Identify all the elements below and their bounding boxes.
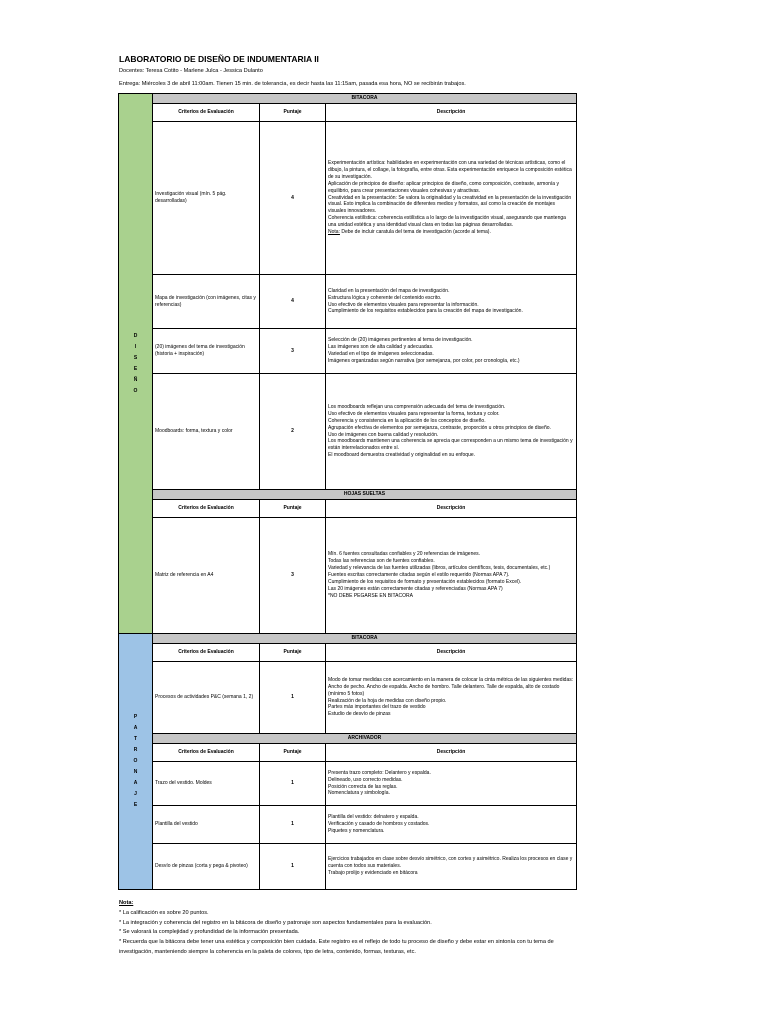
criterio-header: Criterios de Evaluación [153,744,260,762]
description-line: Uso efectivo de elementos visuales para representar la información. [328,301,479,308]
description-line: Los moodboards reflejan una comprensión adecuada del tema de investigación. [328,403,506,410]
docentes-line: Docentes: Teresa Cotito - Marlene Julca - Jessica Dulanto [119,68,263,74]
description-line: Creatividad en la presentación: Se valora la originalidad y la creatividad en la presentación de la investigación visual. Esto implica la combinación de diferentes medios y formatos, así como la creación de montajes visuales innovadores. [328,194,572,215]
notes-list [119,909,579,958]
description-line: Claridad en la presentación del mapa de investigación. [328,287,450,294]
description-line: Cumplimiento de los requisitos de formato y presentación establecidos (formato Excel). [328,578,522,585]
puntaje-cell: 3 [260,329,326,374]
descripcion-cell [326,122,577,275]
section-title: HOJAS SUELTAS [153,490,577,500]
criterio-cell: Mapa de investigación (con imágenes, citas y referencias) [153,275,260,329]
note-item: * Se valorará la complejidad y profundidad de la información presentada. [119,929,300,936]
description-line: *NO DEBE PEGARSE EN BITACORA [328,592,413,599]
criterio-cell: Plantilla del vestido [153,806,260,844]
side-letter: P [133,714,138,720]
descripcion-cell [326,329,577,374]
section-header-row [119,94,577,104]
criterio-cell: Desvío de pinzas (corta y pega & pivoteo) [153,844,260,890]
descripcion-cell [326,806,577,844]
entrega-line: Entrega: Miércoles 3 de abril 11:00am. Tienen 15 min. de tolerancia, es decir hasta las 11:15am, pasada esa hora, NO se recibirán trabajos. [119,81,466,87]
criteria-row [119,762,577,806]
criteria-row [119,329,577,374]
description-line: Partes más importantes del trazo de vestido [328,704,426,711]
description-line: Modo de tomar medidas con acercamiento en la manera de colocar la cinta métrica de las siguientes medidas: Ancho de pecho. Ancho de espalda. Ancho de hombro. Talle delantero. Talle de espalda, alto de costado (mínimo 5 fotos) [328,676,574,697]
description-line: Posición correcta de las reglas. [328,783,398,790]
criterio-cell: (20) imágenes del tema de investigación (historia + inspiración) [153,329,260,374]
description-line: Agrupación efectiva de elementos por semejanza, contraste, proporción u otros principios de diseño. [328,424,551,431]
description-line: Uso efectivo de elementos visuales para representar la forma, textura y color. [328,410,500,417]
puntaje-header: Puntaje [260,744,326,762]
note-label: Nota: [328,229,340,236]
criterio-cell: Procesos de actividades P&C (semana 1, 2) [153,662,260,734]
side-letter: E [133,365,138,372]
description-line: Imágenes organizadas según narrativa (por semejanza, por color, por cronología, etc.) [328,357,520,364]
descripcion-cell [326,374,577,490]
descripcion-cell [326,275,577,329]
descripcion-cell [326,518,577,634]
description-line: Ejercicios trabajados en clase sobre desvío simétrico, con cortes y asimétrico. Realiza los procesos en clase y cuenta con todos sus materiales. [328,856,573,870]
description-line: Los moodboards mantienen una coherencia se aprecia que corresponden a un mismo tema de investigación y están interrelacionados entre sí. [328,438,573,452]
descripcion-header: Descripción [326,744,577,762]
description-line: Realización de la hoja de medidas con diseño propio. [328,697,447,704]
description-line: Selección de (20) imágenes pertinentes al tema de investigación. [328,337,473,344]
description-line: Las imágenes son de alta calidad y adecuadas. [328,344,434,351]
description-line: Presenta trazo completo: Delantero y espalda. [328,769,431,776]
side-letter: O [133,387,138,394]
section-title: BITACORA [153,94,577,104]
criterio-header: Criterios de Evaluación [153,644,260,662]
descripcion-cell [326,662,577,734]
description-line: Variedad y relevancia de las fuentes utilizadas (libros, artículos científicos, tesis, documentales, etc.) [328,565,551,572]
description-line: Las 20 imágenes están correctamente citadas y referenciadas (Normas APA 7) [328,585,503,592]
section-title: BITACORA [153,634,577,644]
description-line: Plantilla del vestido: delnatero y espalda. [328,814,419,821]
description-line: Aplicación de principios de diseño: aplicar principios de diseño, como composición, contraste, armonía y equilibrio, para crear presentaciones visuales cohesivas y atractivas. [328,180,559,194]
description-line: Uso de imágenes con buena calidad y resolución. [328,431,439,438]
side-letter: S [133,354,138,361]
criterio-cell: Trazo del vestido. Moldes [153,762,260,806]
puntaje-cell: 1 [260,662,326,734]
side-letter: E [133,802,138,808]
side-letter: J [134,791,137,797]
side-letter: N [133,769,138,775]
column-header-row [119,104,577,122]
puntaje-cell: 1 [260,844,326,890]
description-line: Mín. 6 fuentes consultadas confiables y 20 referencias de imágenes. [328,551,481,558]
puntaje-cell: 3 [260,518,326,634]
description-line: Coherencia y consistencia en la aplicación de los conceptos de diseño. [328,417,486,424]
description-line: Todas las referencias son de fuentes confiables. [328,558,435,565]
section-header-row [119,490,577,500]
descripcion-cell [326,762,577,806]
criteria-row [119,662,577,734]
description-line: Coherencia estilística: coherencia estilística a lo largo de la investigación visual, asegurando que mantenga una unidad estética y una identidad visual clara en todas las páginas desarrolladas. [328,215,566,229]
descripcion-cell [326,844,577,890]
puntaje-cell: 1 [260,806,326,844]
criterio-cell: Moodboards: forma, textura y color [153,374,260,490]
description-line: Piquetes y nomenclatura. [328,827,385,834]
descripcion-header: Descripción [326,500,577,518]
description-line: El moodboard demuestra creatividad y originalidad en su enfoque. [328,452,476,459]
diseno-side-label [119,94,153,634]
description-line: Verificación y casado de hombros y costados. [328,821,430,828]
criteria-row [119,518,577,634]
document-title: LABORATORIO DE DISEÑO DE INDUMENTARIA II [119,54,319,64]
notes-block [119,899,579,958]
column-header-row [119,644,577,662]
description-line: Delineado, uso correcto medidas. [328,776,403,783]
description-line: Estructura lógica y coherente del contenido escrito. [328,294,442,301]
note-item: * Recuerda que la bitácora debe tener una estética y composición bien cuidada. Este registro es el reflejo de todo tu proceso de diseño y debe estar en sintonía con tu tema de investigación, manteniendo siempre la coherencia en la paleta de colores, tipo de letra, contenido, formas, texturas, etc. [119,939,554,955]
description-note [328,229,574,236]
side-letter: R [133,747,138,753]
criterio-cell: Investigación visual (mín. 5 pág. desarrolladas) [153,122,260,275]
description-line: Variedad en el tipo de imágenes seleccionadas. [328,351,434,357]
side-letter: A [133,780,138,786]
note-text: Debe de incluir caratula del tema de investigación (acorde al tema). [339,229,491,236]
patronaje-side-label [119,634,153,890]
description-line: Trabajo prolijo y evidenciado en bitácora [328,869,418,876]
puntaje-header: Puntaje [260,500,326,518]
rubric-table [118,93,577,890]
column-header-row [119,744,577,762]
criteria-row [119,374,577,490]
criteria-row [119,122,577,275]
descripcion-header: Descripción [326,104,577,122]
puntaje-header: Puntaje [260,644,326,662]
puntaje-cell: 1 [260,762,326,806]
side-letter: D [133,332,138,339]
description-line: Nomenclatura y simbología. [328,790,390,797]
puntaje-cell: 2 [260,374,326,490]
puntaje-header: Puntaje [260,104,326,122]
description-line: Estudio de desvío de pinzas [328,711,391,718]
section-title: ARCHIVADOR [153,734,577,744]
descripcion-header: Descripción [326,644,577,662]
criterio-header: Criterios de Evaluación [153,104,260,122]
criterio-cell: Matriz de referencia en A4 [153,518,260,634]
side-letter: I [134,343,137,350]
note-item: * La integración y coherencia del registro en la bitácora de diseño y patronaje son aspectos fundamentales para la evaluación. [119,919,432,926]
side-letter: Ñ [133,376,138,383]
side-letter: O [133,758,138,764]
puntaje-cell: 4 [260,122,326,275]
description-line: Fuentes escritas correctamente citadas según el estilo requerido (Normas APA 7). [328,572,510,579]
section-header-row [119,634,577,644]
column-header-row [119,500,577,518]
section-header-row [119,734,577,744]
side-letter: T [133,736,138,742]
description-line: Cumplimiento de los requisitos establecidos para la creación del mapa de investigación. [328,308,523,315]
criteria-row [119,806,577,844]
notes-title: Nota: [119,900,134,906]
puntaje-cell: 4 [260,275,326,329]
note-item: * La calificación es sobre 20 puntos. [119,909,209,916]
criteria-row [119,275,577,329]
description-line: Experimentación artística: habilidades en experimentación con una variedad de técnicas artísticas, como el dibujo, la pintura, el collage, la fotografía, entre otras. Esta experimentación enriquece la composición estética de su investigación. [328,160,572,180]
criteria-row [119,844,577,890]
side-letter: A [133,725,138,731]
criterio-header: Criterios de Evaluación [153,500,260,518]
